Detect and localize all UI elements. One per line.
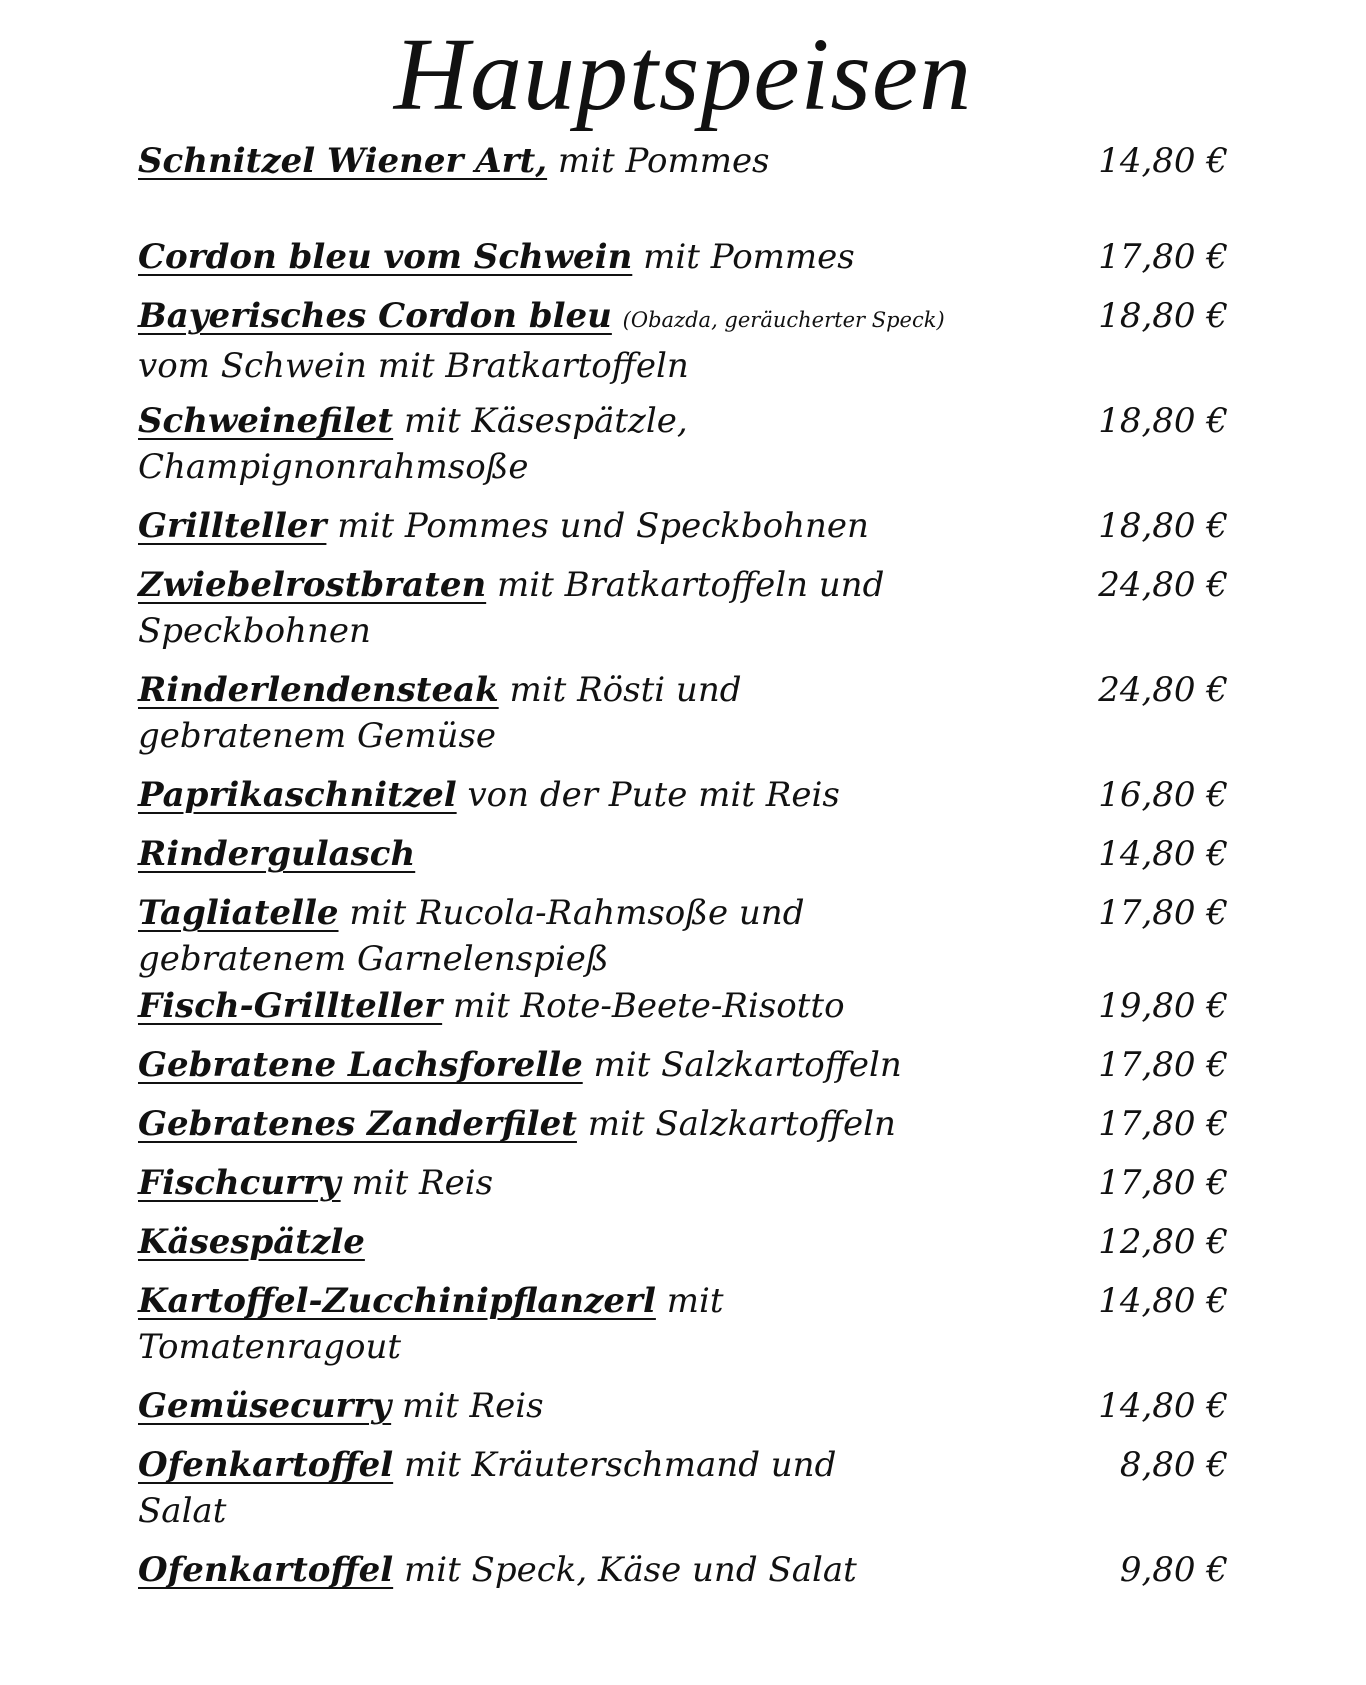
dish-description: vom Schwein mit Bratkartoffeln: [138, 346, 689, 386]
dish-name: Schnitzel Wiener Art,: [138, 141, 548, 181]
menu-item: [138, 503, 1228, 549]
dish-name: Fischcurry: [138, 1163, 341, 1203]
dish-name: Ofenkartoffel: [138, 1550, 394, 1590]
dish-description-line2: Salat: [138, 1491, 227, 1531]
menu-item: [138, 772, 1228, 818]
menu-item: [138, 1547, 1228, 1593]
dish-description-line2: gebratenem Garnelenspieß: [138, 939, 609, 979]
menu-title: Hauptspeisen: [393, 17, 973, 132]
dish-description: mit Bratkartoffeln und: [496, 565, 885, 605]
dish-name: Zwiebelrostbraten: [138, 565, 487, 605]
dish-description-line2: gebratenem Gemüse: [138, 716, 497, 756]
dish-description: mit Käsespätzle,: [403, 401, 688, 441]
dish-description-line2: Speckbohnen: [138, 611, 371, 651]
dish-price: 8,80 €: [1119, 1445, 1228, 1485]
dish-name: Paprikaschnitzel: [138, 775, 457, 815]
dish-price: 9,80 €: [1119, 1550, 1228, 1590]
dish-description: mit Pommes und Speckbohnen: [337, 506, 869, 546]
dish-price: 17,80 €: [1098, 1045, 1228, 1085]
dish-name: Grillteller: [138, 506, 327, 546]
menu-item: [138, 1160, 1228, 1206]
dish-name: Schweinefilet: [138, 401, 394, 441]
dish-description: von der Pute mit Reis: [467, 775, 840, 815]
dish-name: Cordon bleu vom Schwein: [138, 237, 633, 277]
menu-item: [138, 562, 1228, 654]
dish-description: mit Pommes: [557, 141, 770, 181]
dish-price: 17,80 €: [1098, 237, 1228, 277]
dish-description: mit Rote-Beete-Risotto: [452, 986, 845, 1026]
menu-item: [138, 1101, 1228, 1147]
menu-item: [138, 1042, 1228, 1088]
dish-price: 17,80 €: [1098, 893, 1228, 933]
dish-price: 18,80 €: [1098, 506, 1228, 546]
dish-description: mit Rucola-Rahmsoße und: [349, 893, 805, 933]
dish-price: 14,80 €: [1098, 141, 1228, 181]
menu-item: [138, 831, 1228, 877]
dish-description: mit Reis: [401, 1386, 544, 1426]
dish-price: 17,80 €: [1098, 1163, 1228, 1203]
dish-description: mit Pommes: [643, 237, 855, 277]
dish-price: 18,80 €: [1098, 401, 1228, 441]
dish-name: Gebratene Lachsforelle: [138, 1045, 583, 1085]
menu-item: [138, 1383, 1228, 1429]
dish-price: 24,80 €: [1098, 670, 1228, 710]
dish-price: 12,80 €: [1098, 1222, 1228, 1262]
dish-name: Kartoffel-Zucchinipflanzerl: [138, 1281, 656, 1321]
dish-price: 19,80 €: [1098, 986, 1228, 1026]
dish-price: 14,80 €: [1098, 834, 1228, 874]
menu-item: [138, 1442, 1228, 1534]
dish-price: 24,80 €: [1098, 565, 1228, 605]
dish-description: mit Rösti und: [509, 670, 742, 710]
menu-item: [138, 1278, 1228, 1370]
dish-name: Tagliatelle: [138, 893, 339, 933]
dish-price: 14,80 €: [1098, 1281, 1228, 1321]
menu-item: [138, 234, 1228, 280]
dish-name: Ofenkartoffel: [138, 1445, 394, 1485]
dish-description-line2: Tomatenragout: [138, 1327, 402, 1367]
dish-price: 14,80 €: [1098, 1386, 1228, 1426]
dish-description-line2: Champignonrahmsoße: [138, 447, 529, 487]
dish-description: mit Salzkartoffeln: [587, 1104, 896, 1144]
dish-description: mit Reis: [351, 1163, 494, 1203]
dish-name: Fisch-Grillteller: [138, 986, 443, 1026]
menu-item: [138, 890, 1228, 982]
menu-item: [138, 983, 1228, 1029]
dish-description: mit Salzkartoffeln: [593, 1045, 902, 1085]
menu-item: [138, 667, 1228, 759]
menu-item: [138, 1219, 1228, 1265]
menu-item: [138, 138, 1228, 184]
dish-description: mit: [666, 1281, 724, 1321]
dish-name: Gemüsecurry: [138, 1386, 392, 1426]
dish-name: Gebratenes Zanderfilet: [138, 1104, 577, 1144]
menu-item: [138, 293, 1228, 389]
dish-note: (Obazda, geräucherter Speck): [622, 308, 945, 332]
dish-price: 16,80 €: [1098, 775, 1228, 815]
dish-price: 18,80 €: [1098, 296, 1228, 336]
dish-price: 17,80 €: [1098, 1104, 1228, 1144]
dish-name: Rinderlendensteak: [138, 670, 499, 710]
dish-description: mit Kräuterschmand und: [403, 1445, 837, 1485]
dish-name: Bayerisches Cordon bleu: [138, 296, 612, 336]
menu-item: [138, 398, 1228, 490]
dish-description: mit Speck, Käse und Salat: [403, 1550, 857, 1590]
dish-name: Käsespätzle: [138, 1222, 365, 1262]
dish-name: Rindergulasch: [138, 834, 416, 874]
